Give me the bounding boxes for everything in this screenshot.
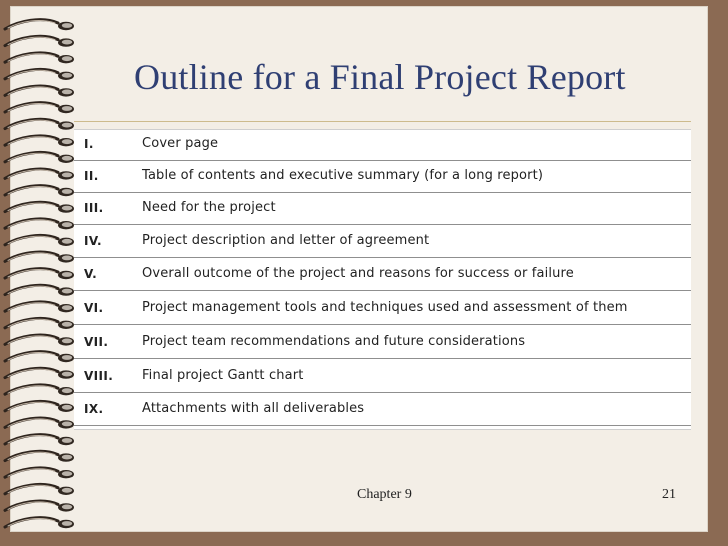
outline-row — [74, 362, 691, 393]
binding-loop — [5, 518, 74, 529]
binding-loop — [5, 152, 74, 163]
outline-text: Project description and letter of agreement — [142, 233, 430, 248]
binding-loop — [5, 103, 74, 114]
spiral-binding-icon — [0, 0, 92, 546]
binding-loop — [5, 20, 74, 31]
outline-text: Need for the project — [142, 200, 276, 215]
outline-row — [74, 260, 691, 291]
outline-row — [74, 227, 691, 258]
binding-loop — [5, 269, 74, 280]
binding-loop — [5, 318, 74, 329]
binding-loop — [5, 285, 74, 296]
outline-row — [74, 328, 691, 359]
outline-row — [74, 194, 691, 225]
outline-number: VII. — [84, 335, 109, 349]
binding-loop — [5, 501, 74, 512]
outline-row — [74, 294, 691, 325]
binding-loop — [5, 368, 74, 379]
binding-loop — [5, 302, 74, 313]
binding-loop — [5, 451, 74, 462]
outline-text: Project management tools and techniques used and assessment of them — [142, 300, 628, 315]
outline-number: VI. — [84, 301, 104, 315]
binding-loop — [5, 352, 74, 363]
binding-loop — [5, 418, 74, 429]
outline-row — [74, 395, 691, 426]
outline-number: I. — [84, 137, 94, 151]
outline-text: Overall outcome of the project and reasons for success or failure — [142, 266, 574, 281]
title-divider — [74, 121, 691, 122]
binding-loop — [5, 468, 74, 479]
slide-title: Outline for a Final Project Report — [134, 57, 626, 97]
page-number: 21 — [662, 487, 676, 502]
binding-loop — [5, 136, 74, 147]
binding-loop — [5, 69, 74, 80]
outline-text: Attachments with all deliverables — [142, 401, 365, 416]
binding-loop — [5, 169, 74, 180]
outline-number: II. — [84, 169, 99, 183]
binding-loop — [5, 202, 74, 213]
outline-table — [74, 129, 691, 430]
outline-text: Cover page — [142, 136, 219, 151]
binding-loop — [5, 86, 74, 97]
footer-chapter: Chapter 9 — [357, 487, 412, 502]
outline-text: Project team recommendations and future considerations — [142, 334, 526, 349]
outline-row — [74, 130, 691, 161]
binding-loop — [5, 186, 74, 197]
outline-number: III. — [84, 201, 104, 215]
outline-number: IX. — [84, 402, 104, 416]
outline-number: V. — [84, 267, 98, 281]
binding-loop — [5, 484, 74, 495]
binding-loop — [5, 401, 74, 412]
binding-loop — [5, 435, 74, 446]
binding-loop — [5, 252, 74, 263]
binding-loop — [5, 53, 74, 64]
outline-number: VIII. — [84, 369, 114, 383]
binding-loop — [5, 235, 74, 246]
outline-text: Final project Gantt chart — [142, 368, 304, 383]
outline-text: Table of contents and executive summary (for a long report) — [142, 168, 544, 183]
binding-loop — [5, 385, 74, 396]
outline-number: IV. — [84, 234, 102, 248]
binding-loop — [5, 36, 74, 47]
binding-loop — [5, 335, 74, 346]
binding-loop — [5, 119, 74, 130]
binding-loop — [5, 219, 74, 230]
outline-row — [74, 162, 691, 193]
